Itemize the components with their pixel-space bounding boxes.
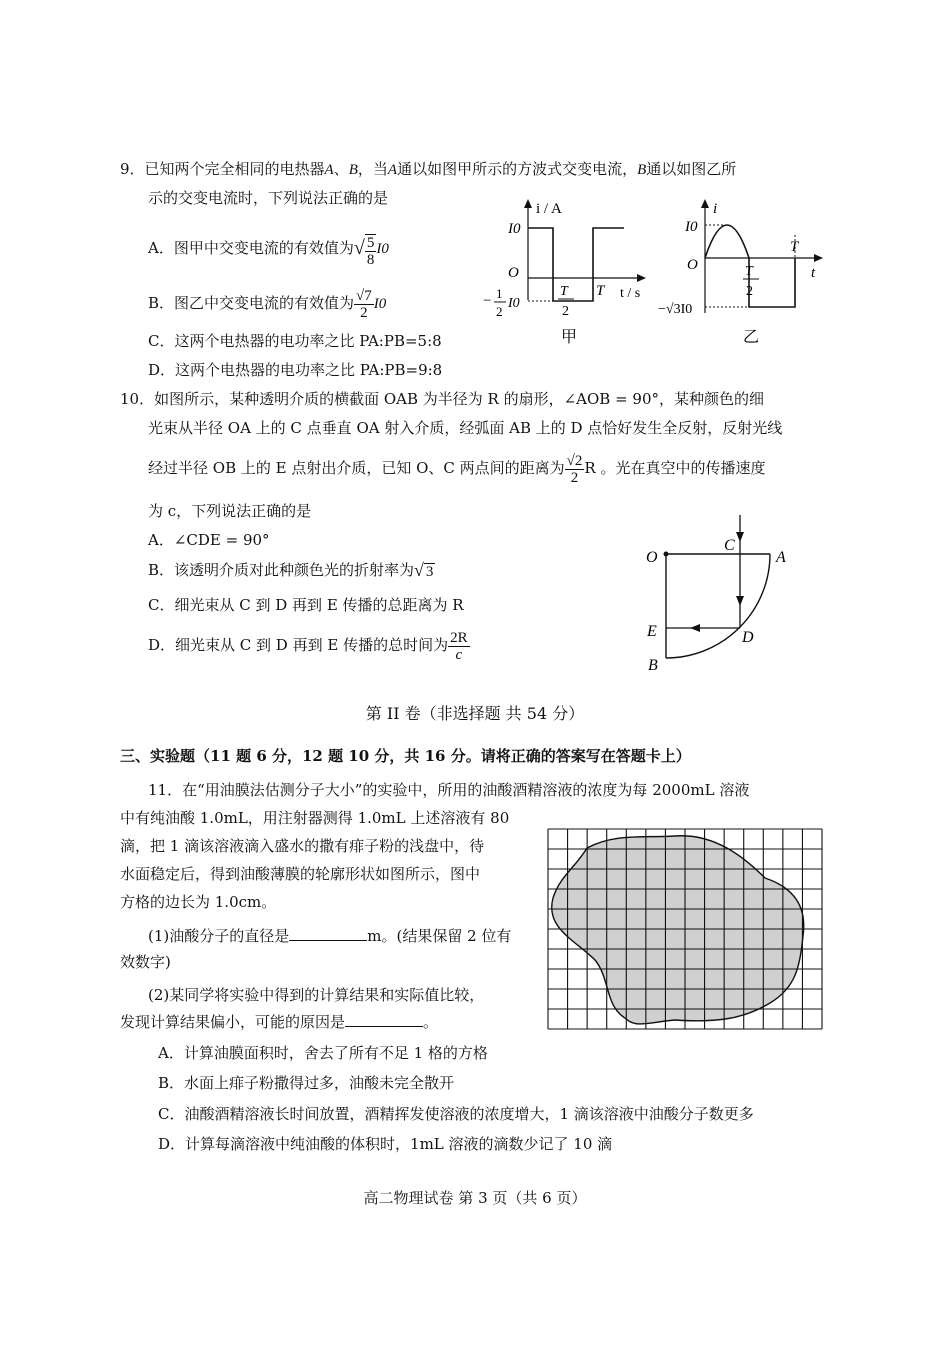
q10-arrow-down-icon	[736, 596, 744, 606]
q10-arc-AB	[666, 554, 770, 658]
q11-option-d: D．计算每滴溶液中纯油酸的体积时，1mL 溶液的滴数少记了 10 滴	[158, 1135, 613, 1153]
yi-T2-num: T	[745, 264, 753, 279]
jia-T-label: T	[596, 283, 605, 299]
yi-I0-label: I0	[685, 219, 698, 235]
yi-origin-label: O	[687, 257, 698, 273]
q10-figure	[630, 510, 810, 680]
q11-line3: 滴，把 1 滴该溶液滴入盛水的撒有痱子粉的浅盘中，待	[120, 837, 485, 855]
jia-origin-label: O	[508, 265, 519, 281]
jia-ylabel: i / A	[536, 201, 562, 217]
yi-y-arrow-icon	[701, 199, 709, 208]
jia-neg-sign: −	[483, 293, 492, 309]
q11-sub1: (1)油酸分子的直径是 m。(结果保留 2 位有	[148, 927, 512, 945]
q9-option-a: A．图甲中交变电流的有效值为√ $\frac{5}{8}$ I0	[148, 234, 389, 268]
q11-sub2-line1: (2)某同学将实验中得到的计算结果和实际值比较，	[148, 986, 485, 1004]
q9-option-b: B．图乙中交变电流的有效值为 $\frac{√7}{2}$ I0	[148, 287, 387, 321]
jia-neg-den: 2	[496, 304, 503, 319]
q11-oil-film-shape	[552, 836, 804, 1024]
q10-option-a: A．∠CDE = 90°	[148, 531, 270, 549]
q11-option-b: B．水面上痱子粉撒得过多，油酸未完全散开	[158, 1074, 455, 1092]
yi-neg-label: −√3I0	[658, 302, 693, 317]
jia-I0-label: I0	[508, 221, 521, 237]
q10-line3: 经过半径 OB 上的 E 点射出介质，已知 O、C 两点间的距离为 $\frac{√2}{2}$ R 。光在真空中的传播速度	[148, 452, 766, 486]
q9-figure-yi	[655, 195, 835, 355]
jia-square-wave	[528, 228, 624, 301]
q11-line2: 中有纯油酸 1.0mL，用注射器测得 1.0mL 上述溶液有 80	[120, 809, 510, 827]
jia-caption: 甲	[561, 329, 578, 346]
q10-arrow-in-icon	[736, 532, 744, 542]
q11-blank-2[interactable]	[345, 1012, 423, 1027]
q9-option-c: C．这两个电热器的电功率之比 PA:PB=5:8	[148, 332, 442, 350]
section2-title: 第 II 卷（非选择题 共 54 分）	[365, 704, 585, 723]
q10-option-d: D．细光束从 C 到 D 再到 E 传播的总时间为 $\frac{2R}{c}$	[148, 629, 468, 663]
jia-neg-I0: I0	[508, 296, 520, 311]
q10-line1: 10．如图所示，某种透明介质的横截面 OAB 为半径为 R 的扇形，∠AOB = 90°，某种颜色的细	[120, 390, 765, 408]
q11-line4: 水面稳定后，得到油酸薄膜的轮廓形状如图所示，图中	[120, 865, 481, 883]
yi-caption: 乙	[743, 329, 760, 346]
q10-point-O	[664, 552, 669, 557]
q11-option-a: A．计算油膜面积时，舍去了所有不足 1 格的方格	[158, 1044, 488, 1062]
q10-arrow-left-icon	[690, 624, 700, 632]
jia-xunit: t / s	[620, 286, 641, 301]
q11-sub2-line2: 发现计算结果偏小，可能的原因是 。	[120, 1013, 439, 1031]
q11-sub1-cont: 效数字)	[120, 953, 171, 971]
yi-neg-pulse	[749, 258, 795, 307]
q9-figure-jia	[478, 195, 658, 355]
q10-line4: 为 c，下列说法正确的是	[148, 502, 312, 520]
q10-label-B: B	[648, 657, 658, 674]
jia-T2-den: 2	[562, 304, 569, 319]
jia-x-arrow-icon	[637, 274, 646, 282]
section3-heading: 三、实验题（11 题 6 分，12 题 10 分，共 16 分。请将正确的答案写在答题卡上）	[120, 747, 691, 765]
q11-oil-film-figure	[545, 828, 825, 1030]
q10-label-D: D	[742, 629, 754, 646]
q11-line1: 11．在“用油膜法估测分子大小”的实验中，所用的油酸酒精溶液的浓度为每 2000mL 溶液	[148, 781, 750, 799]
yi-half-sine	[705, 225, 749, 258]
q11-blank-1[interactable]	[289, 926, 367, 941]
q10-option-b: B．该透明介质对此种颜色光的折射率为√ 3	[148, 560, 434, 580]
yi-T-label: T	[790, 239, 799, 255]
yi-x-arrow-icon	[814, 254, 823, 262]
page-footer: 高二物理试卷 第 3 页（共 6 页）	[363, 1189, 587, 1207]
q10-label-O: O	[646, 549, 658, 566]
jia-T2-num: T	[560, 284, 568, 299]
q9-stem-line2: 示的交变电流时，下列说法正确的是	[148, 189, 389, 207]
yi-T2-den: 2	[746, 284, 753, 299]
yi-t-label: t	[811, 265, 816, 281]
q10-label-E: E	[647, 623, 657, 640]
q10-label-A: A	[776, 549, 786, 566]
q10-option-c: C．细光束从 C 到 D 再到 E 传播的总距离为 R	[148, 596, 464, 614]
q9-stem-line1: 9．已知两个完全相同的电热器A、B，当A通以如图甲所示的方波式交变电流，B通以如图乙所	[120, 160, 737, 178]
q10-line2: 光束从半径 OA 上的 C 点垂直 OA 射入介质，经弧面 AB 上的 D 点恰好发生全反射，反射光线	[148, 419, 783, 437]
q10-label-C: C	[724, 537, 735, 554]
q11-option-c: C．油酸酒精溶液长时间放置，酒精挥发使溶液的浓度增大，1 滴该溶液中油酸分子数更多	[158, 1105, 754, 1123]
q9-option-d: D．这两个电热器的电功率之比 PA:PB=9:8	[148, 361, 443, 379]
q11-line5: 方格的边长为 1.0cm。	[120, 893, 277, 911]
jia-y-arrow-icon	[524, 199, 532, 208]
jia-neg-num: 1	[496, 286, 503, 301]
yi-ylabel: i	[713, 201, 718, 217]
